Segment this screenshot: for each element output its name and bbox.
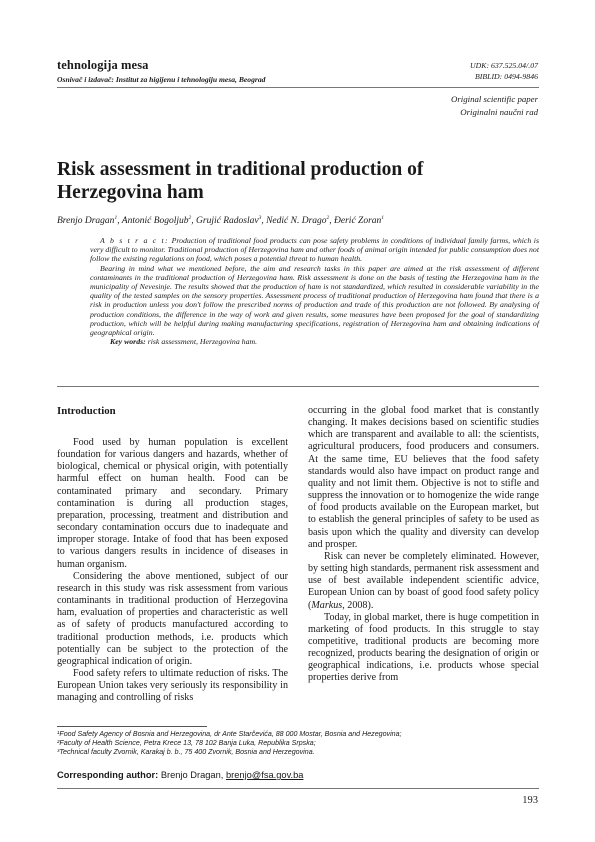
udk-code: UDK: 637.525.04/.07: [469, 61, 538, 70]
paper-type-sr: Originalni naučni rad: [460, 107, 538, 117]
body-paragraph: Food safety refers to ultimate reduction of risks. The European Union takes very seriously its responsibility in managing and controlling of risks: [57, 667, 288, 704]
footnotes: [57, 730, 539, 757]
abstract-paragraph: A b s t r a c t: Production of traditional food products can pose safety problems in conditions of individual family farms, which is very difficult to monitor. Traditional production of Herzegovina ham and other foods of animal origin intended for public consumption does not follow the existing regulations on food, which poses a potential threat to human health.: [90, 236, 540, 264]
author: Nedić N. Drago$^2$: [266, 215, 330, 226]
author: Brenjo Dragan$^1$: [57, 215, 118, 226]
footnote: ³Technical faculty Zvornik, Karakaj b. b., 75 400 Zvornik, Bosnia and Herzegovina.: [57, 748, 315, 757]
paper-title: Risk assessment in traditional production of Herzegovina ham: [57, 159, 424, 203]
author: Grujić Radoslav$^3$: [196, 215, 262, 226]
publisher-line: Osnivač i izdavač: Institut za higijenu i tehnologiju mesa, Beograd: [57, 75, 266, 84]
email-link[interactable]: brenjo@fsa.gov.ba: [225, 770, 304, 780]
classification-codes: [470, 60, 538, 82]
author-list: Brenjo Dragan$^1$, Antonić Bogoljub$^2$, Grujić Radoslav$^3$, Nedić N. Drago$^2$, Đerić Zoran$^1$: [57, 215, 385, 226]
footer-rule: [57, 788, 539, 789]
body-paragraph: Considering the above mentioned, subject of our research in this study was risk assessment from various contaminants in traditional production of Herzegovina ham, evaluation of properties and characteristic as well as of safety of products manufactured according to traditional production methods, i.e. products which potentially can be subject to the protection of the geographical indication of origin.: [57, 570, 288, 667]
keywords: Key words: risk assessment, Herzegovina ham.: [110, 337, 258, 347]
footnote: ¹Food Safety Agency of Bosnia and Herzegovina, dr Ante Starčevića, 88 000 Mostar, Bosnia and Hezegovina;: [57, 730, 402, 738]
paper-type-en: Original scientific paper: [451, 94, 538, 104]
header-rule: [57, 87, 539, 88]
body-column-right: [308, 405, 539, 685]
corresponding-name: Brenjo Dragan,: [160, 770, 224, 780]
paper-type: [451, 93, 538, 119]
author: Antonić Bogoljub$^2$: [121, 215, 192, 226]
corresponding-author: [57, 770, 303, 780]
citation: Markus: [311, 599, 343, 611]
abstract-paragraph: Bearing in mind what we mentioned before, the aim and research tasks in this paper are aimed at the risk assessment of different contaminants in the traditional production of Herzegovina ham. Risk assessment is done on the basis of testing the Herzegovina ham in the municipality of Nevesinje. The results showed that the production of ham is not standardized, which resulted in considerable variability in the quality of the tested samples on the sensory properties. Assessment process of traditional production of Herzegovina ham found that there is a risk in production unless you don't follow the prescribed norms of production and trade of this production are not followed. By analysing of production conditions, the difference in the way of work and given results, some measures have been proposed for the goal of standardizing production, which will be helpful during making manufacturing specifications, registration of Herzegovina ham and obtaining indications of geographical origin.: [90, 263, 539, 338]
abstract-rule: [57, 386, 539, 387]
abstract: [90, 236, 539, 346]
page-number: 193: [522, 795, 538, 806]
biblid-code: BIBLID: 0494-9846: [474, 72, 538, 81]
author: Đerić Zoran$^1$: [334, 215, 385, 226]
footnote-rule: [57, 726, 207, 727]
journal-name: tehnologija mesa: [57, 58, 149, 72]
body-paragraph: Food used by human population is excellent foundation for various dangers and hazards, whether of biological, chemical or physical origin, with potentially harmful effect on human health. Food can be contaminated primary and secondary. Primary contamination is during all production stages, preparation, processing, treatment and distribution and secondary contamination occurs due to inadequate and improper storage. Intake of food that has been exposed to various dangers results in incidence of diseases in human organism.: [57, 437, 288, 570]
corresponding-label: Corresponding author:: [57, 770, 159, 780]
section-heading-introduction: Introduction: [57, 405, 116, 417]
body-paragraph: occurring in the global food market that is constantly changing. It makes decisions based on scientific studies which are transparent and available to all: the scientists, agricultural producers, food producers and consumers. At the same time, EU believes that the food safety standards would also have impact on product range and quality and not limit them. Objective is not to stifle and suppress the innovation or to homogenize the wide range of food products available on the European market, but to establish the general principles of safety to be used as basis upon which the quality and diversity can develop and prosper.: [308, 405, 539, 550]
body-paragraph: Risk can never be completely eliminated. However, by setting high standards, permanent risk assessment and use of best available independent scientific advice, European Union can by boast of good food safety policy (Markus, 2008).: [308, 550, 539, 611]
abstract-lead: A b s t r a c t:: [100, 236, 170, 245]
body-column-left: [57, 405, 288, 704]
body-paragraph: Today, in global market, there is huge competition in marketing of food products. In this struggle to stay competitive, traditional products are becoming more recognized, products bearing the designation of origin or geographical indications, i.e. products whose special properties derive from: [308, 611, 539, 684]
footnote: ²Faculty of Health Science, Petra Krece 13, 78 102 Banja Luka, Republika Srpska;: [57, 739, 316, 748]
